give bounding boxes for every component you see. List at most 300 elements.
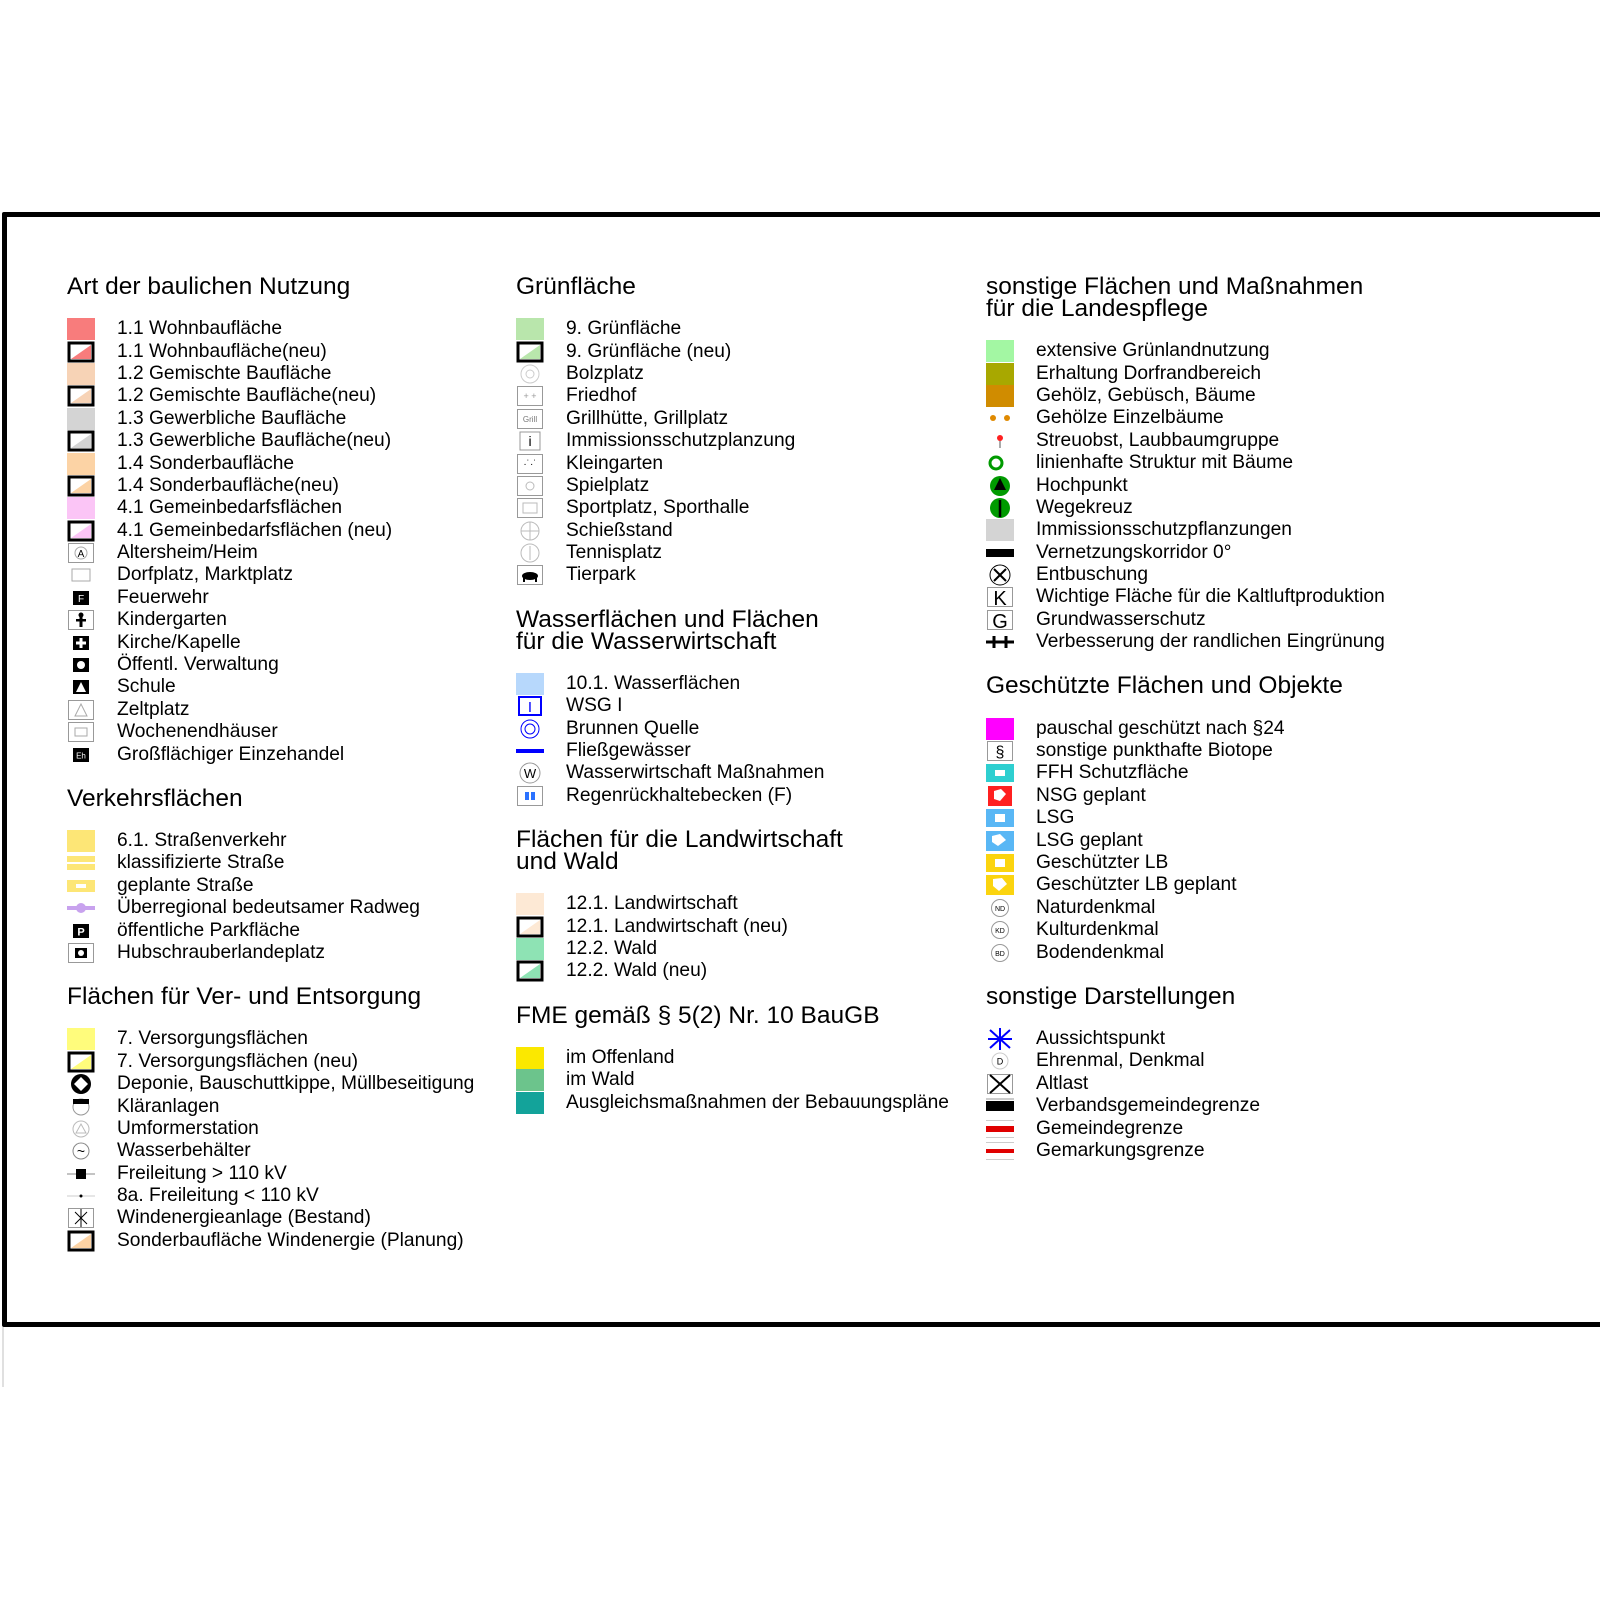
legend-item-label: Aussichtspunkt	[1036, 1027, 1166, 1049]
legend-item	[67, 919, 507, 941]
legend-item-label: 9. Grünfläche (neu)	[566, 340, 732, 362]
legend-item	[986, 1028, 1586, 1050]
legend-section-verkehrsflächen	[67, 784, 507, 964]
wasserwirtschaft-icon	[516, 762, 544, 784]
legend-item	[516, 740, 976, 762]
new-gemeinbedarf-icon	[67, 520, 95, 542]
kindergarten-icon	[67, 609, 95, 631]
legend-item-label: 12.2. Wald (neu)	[566, 960, 708, 982]
spielplatz-icon	[516, 475, 544, 497]
legend-item-label: 8a. Freileitung < 110 kV	[117, 1185, 319, 1207]
legend-item	[986, 941, 1586, 963]
legend-item	[986, 430, 1586, 452]
denkmal-icon	[986, 942, 1014, 964]
legend-item-label: Ehrenmal, Denkmal	[1036, 1050, 1205, 1072]
legend-item-label: Grillhütte, Grillplatz	[566, 407, 729, 429]
legend-item	[67, 385, 507, 407]
tennis-icon	[516, 542, 544, 564]
kleingarten-icon	[516, 453, 544, 475]
legend-item	[986, 474, 1586, 496]
legend-item-label: Brunnen Quelle	[566, 717, 700, 739]
legend-item	[67, 520, 507, 542]
legend-item-label: Wegekreuz	[1036, 496, 1133, 518]
legend-item	[67, 897, 507, 919]
legend-item	[516, 497, 976, 519]
legend-item	[516, 340, 976, 362]
legend-item	[67, 430, 507, 452]
legend-item-label: Gehölze Einzelbäume	[1036, 407, 1224, 429]
legend-item	[516, 960, 976, 982]
deponie-icon	[67, 1073, 95, 1095]
section-title: Wasserflächen und Flächen für die Wasserwirtschaft	[516, 605, 819, 655]
fill-magenta-icon	[986, 718, 1014, 740]
new-landwirtschaft-icon	[516, 916, 544, 938]
fill-gruen-icon	[516, 318, 544, 340]
legend-item-label: 1.1 Wohnbaufläche(neu)	[117, 340, 327, 362]
svg-text:F: F	[77, 593, 85, 605]
new-gewerbe-icon	[67, 430, 95, 452]
legend-item	[986, 1073, 1586, 1095]
legend-item-label: 7. Versorgungsflächen (neu)	[117, 1050, 359, 1072]
legend-item-label: Hochpunkt	[1036, 474, 1128, 496]
legend-item-label: Sportplatz, Sporthalle	[566, 497, 750, 519]
legend-item	[67, 1185, 507, 1207]
legend-item	[986, 586, 1586, 608]
fill-gewerbe-icon	[67, 408, 95, 430]
fill-wald-icon	[516, 938, 544, 960]
legend-item-label: Gemeindegrenze	[1036, 1117, 1184, 1139]
legend-item-label: 1.4 Sonderbaufläche(neu)	[117, 474, 339, 496]
legend-item	[516, 1091, 976, 1113]
legend-section-flächen-für-ver-und-entsorgung	[67, 983, 507, 1252]
legend-item	[516, 385, 976, 407]
altlast-icon	[986, 1073, 1014, 1095]
legend-item	[67, 654, 507, 676]
legend-item-label: Friedhof	[566, 385, 637, 407]
legend-item	[986, 497, 1586, 519]
kaltluft-icon	[986, 586, 1014, 608]
feuerwehr-icon	[67, 587, 95, 609]
legend-item-label: Kläranlagen	[117, 1095, 220, 1117]
legend-item-label: Schule	[117, 676, 176, 698]
legend-item	[986, 609, 1586, 631]
legend-item-label: Schießstand	[566, 519, 673, 541]
wegekreuz-icon	[986, 497, 1014, 519]
legend-item-label: Kirche/Kapelle	[117, 631, 241, 653]
fill-wohn-icon	[67, 318, 95, 340]
legend-item	[986, 740, 1586, 762]
legend-item	[67, 1163, 507, 1185]
legend-item	[67, 475, 507, 497]
legend-item-label: Immissionsschutzplanzung	[566, 430, 796, 452]
legend-item	[516, 915, 976, 937]
nsg-icon	[986, 785, 1014, 807]
svg-text:I: I	[527, 699, 533, 717]
section-title: sonstige Darstellungen	[986, 982, 1236, 1010]
legend-item	[67, 631, 507, 653]
new-gemischt-icon	[67, 385, 95, 407]
legend-item	[67, 497, 507, 519]
legend-item	[67, 318, 507, 340]
legend-item-label: 12.1. Landwirtschaft (neu)	[566, 915, 788, 937]
legend-item	[67, 564, 507, 586]
klass-strasse-icon	[67, 852, 95, 874]
svg-text:ND: ND	[994, 905, 1006, 913]
legend-item	[516, 673, 976, 695]
legend-item-label: LSG	[1036, 807, 1075, 829]
legend-item-label: 10.1. Wasserflächen	[566, 672, 741, 694]
brunnen-icon	[516, 718, 544, 740]
legend-item	[67, 1051, 507, 1073]
svg-text:G: G	[992, 610, 1008, 631]
denkmal-icon	[986, 919, 1014, 941]
svg-text:~: ~	[76, 1143, 86, 1160]
section-title: FME gemäß § 5(2) Nr. 10 BauGB	[516, 1001, 880, 1029]
verwaltung-icon	[67, 654, 95, 676]
ffh-icon	[986, 762, 1014, 784]
legend-item-label: 6.1. Straßenverkehr	[117, 830, 287, 851]
legend-item-label: Verbandsgemeindegrenze	[1036, 1095, 1261, 1117]
legend-item	[986, 631, 1586, 653]
new-wohn-icon	[67, 341, 95, 363]
legend-item-label: Vernetzungskorridor 0°	[1036, 541, 1232, 563]
legend-item-label: Erhaltung Dorfrandbereich	[1036, 362, 1262, 384]
freileitung-klein-icon	[67, 1185, 95, 1207]
legend-item-label: 1.1 Wohnbaufläche	[117, 318, 282, 340]
schule-icon	[67, 676, 95, 698]
parkflaeche-icon	[67, 920, 95, 942]
lb-geplant-icon	[986, 874, 1014, 896]
fill-landwirtschaft-icon	[516, 893, 544, 915]
friedhof-icon	[516, 385, 544, 407]
legend-item-label: öffentliche Parkfläche	[117, 919, 301, 941]
legend-item-label: Geschützter LB	[1036, 852, 1169, 873]
section-title: Geschützte Flächen und Objekte	[986, 672, 1343, 700]
legend-item-label: Großflächiger Einzehandel	[117, 743, 345, 765]
fill-extensiv-icon	[986, 340, 1014, 362]
legend-item	[516, 717, 976, 739]
einzelhandel-icon	[67, 744, 95, 766]
legend-item	[67, 1118, 507, 1140]
geplante-strasse-icon	[67, 875, 95, 897]
legend-item	[516, 785, 976, 807]
fill-versorgung-icon	[67, 1028, 95, 1050]
svg-text:i: i	[528, 433, 532, 450]
fill-gewerbe-icon	[986, 519, 1014, 541]
legend-item	[986, 1117, 1586, 1139]
legend-item-label: FFH Schutzfläche	[1036, 762, 1189, 784]
legend-item-label: 12.1. Landwirtschaft	[566, 893, 738, 915]
wochenendhaus-icon	[67, 721, 95, 743]
section-title: Flächen für die Landwirtschaft und Wald	[516, 826, 843, 876]
svg-text:W: W	[523, 766, 537, 782]
fill-strasse-icon	[67, 830, 95, 852]
legend-item	[986, 852, 1586, 874]
legend-item	[986, 407, 1586, 429]
legend-item-label: Gehölz, Gebüsch, Bäume	[1036, 384, 1256, 406]
legend-item-label: Fließgewässer	[566, 740, 691, 762]
legend-item	[516, 893, 976, 915]
section-title: Flächen für Ver- und Entsorgung	[67, 983, 422, 1011]
svg-text:·˙·˙: ·˙·˙	[523, 458, 537, 470]
legend-item-label: Bodendenkmal	[1036, 941, 1165, 963]
grundwasser-icon	[986, 609, 1014, 631]
sportplatz-icon	[516, 497, 544, 519]
svg-text:Grill: Grill	[522, 414, 538, 424]
legend-item-label: 4.1 Gemeinbedarfsflächen	[117, 497, 343, 519]
legend-item-label: Kleingarten	[566, 452, 664, 474]
legend-item-label: im Wald	[566, 1069, 635, 1091]
legend-item	[67, 942, 507, 964]
legend-column-3	[986, 273, 1586, 1184]
legend-item	[986, 340, 1586, 362]
legend-item-label: Kulturdenkmal	[1036, 919, 1159, 941]
fill-sonder-icon	[67, 453, 95, 475]
new-versorgung-icon	[67, 1051, 95, 1073]
legend-section-grünfläche	[516, 273, 976, 587]
legend-item-label: Gemarkungsgrenze	[1036, 1139, 1205, 1161]
legend-item-label: Entbuschung	[1036, 564, 1149, 586]
legend-item-label: Geschützter LB geplant	[1036, 874, 1237, 896]
legend-item-label: Tennisplatz	[566, 542, 662, 564]
legend-item	[516, 1047, 976, 1069]
legend-item-label: 1.2 Gemischte Baufläche	[117, 362, 332, 384]
legend-item-label: Regenrückhaltebecken (F)	[566, 784, 793, 806]
legend-item-label: Kindergarten	[117, 609, 227, 631]
dorfplatz-icon	[67, 564, 95, 586]
legend-item-label: Windenergieanlage (Bestand)	[117, 1207, 371, 1229]
legend-item	[986, 807, 1586, 829]
legend-item	[67, 452, 507, 474]
hubschrauber-icon	[67, 942, 95, 964]
legend-item-label: Zeltplatz	[117, 698, 190, 720]
legend-item-label: Altersheim/Heim	[117, 542, 258, 564]
legend-item-label: 7. Versorgungsflächen	[117, 1028, 308, 1050]
legend-item-label: 1.2 Gemischte Baufläche(neu)	[117, 385, 377, 407]
streuobst-icon	[986, 430, 1014, 452]
legend-item-label: 12.2. Wald	[566, 938, 658, 959]
legend-item-label: Ausgleichsmaßnahmen der Bebauungspläne	[566, 1091, 949, 1113]
legend-section-geschützte-flächen-und-objekte	[986, 672, 1586, 963]
legend-item-label: Bolzplatz	[566, 362, 644, 384]
legend-item	[67, 340, 507, 362]
legend-item	[516, 542, 976, 564]
einzelbaeume-icon	[986, 407, 1014, 429]
legend-item-label: WSG I	[566, 695, 623, 717]
legend-item-label: Überregional bedeutsamer Radweg	[117, 897, 420, 919]
legend-section-art-der-baulichen-nutzung	[67, 273, 507, 766]
legend-section-fme-gemäß-5-2-nr-10-baugb	[516, 1001, 976, 1114]
section-title: sonstige Flächen und Maßnahmen für die Landespflege	[986, 273, 1364, 322]
legend-item	[516, 430, 976, 452]
legend-item-label: pauschal geschützt nach §24	[1036, 717, 1285, 739]
schiessstand-icon	[516, 520, 544, 542]
radweg-icon	[67, 897, 95, 919]
legend-item	[516, 695, 976, 717]
svg-text:KD: KD	[995, 928, 1005, 936]
legend-item	[67, 1028, 507, 1050]
legend-item	[986, 919, 1586, 941]
svg-text:BD: BD	[995, 950, 1005, 958]
legend-item	[67, 1095, 507, 1117]
fill-fme_offenland-icon	[516, 1047, 544, 1069]
vg-grenze-icon	[986, 1095, 1014, 1117]
legend-item-label: Wichtige Fläche für die Kaltluftproduktion	[1036, 586, 1385, 608]
legend-item-label: geplante Straße	[117, 874, 254, 896]
legend-item-label: Sonderbaufläche Windenergie (Planung)	[117, 1229, 464, 1251]
legend-item-label: Freileitung > 110 kV	[117, 1162, 287, 1184]
svg-text:§: §	[995, 744, 1005, 762]
legend-item	[67, 363, 507, 385]
legend-item	[67, 852, 507, 874]
legend-item	[516, 318, 976, 340]
fill-fme_ausgleich-icon	[516, 1092, 544, 1114]
immission-icon	[516, 430, 544, 452]
fliessgewaesser-icon	[516, 740, 544, 762]
legend-item-label: Wasserwirtschaft Maßnahmen	[566, 762, 825, 784]
linienhaft-icon	[986, 452, 1014, 474]
kirche-icon	[67, 632, 95, 654]
legend-item	[516, 408, 976, 430]
legend-item	[986, 1050, 1586, 1072]
legend-item	[516, 564, 976, 586]
section-title: Grünfläche	[516, 273, 636, 300]
legend-section-sonstige-darstellungen	[986, 982, 1586, 1162]
legend-item-label: Öffentl. Verwaltung	[117, 654, 279, 676]
gemarkungsgrenze-icon	[986, 1140, 1014, 1162]
denkmal-icon	[986, 897, 1014, 919]
legend-item-label: 1.3 Gewerbliche Baufläche	[117, 407, 347, 429]
legend-item-label: klassifizierte Straße	[117, 852, 285, 874]
legend-item	[986, 1095, 1586, 1117]
legend-item	[986, 385, 1586, 407]
fill-fme_wald-icon	[516, 1069, 544, 1091]
legend-item	[67, 830, 507, 852]
hochpunkt-icon	[986, 475, 1014, 497]
lsg-geplant-icon	[986, 830, 1014, 852]
legend-item	[986, 897, 1586, 919]
legend-item	[516, 452, 976, 474]
legend-item	[516, 762, 976, 784]
legend-item	[986, 362, 1586, 384]
regenrueckhalt-icon	[516, 785, 544, 807]
legend-item	[67, 1207, 507, 1229]
legend-item	[986, 1140, 1586, 1162]
legend-item-label: Tierpark	[566, 564, 636, 586]
legend-item-label: Dorfplatz, Marktplatz	[117, 564, 293, 586]
section-title: Verkehrsflächen	[67, 784, 243, 812]
legend-item	[67, 699, 507, 721]
frame-tail-line	[2, 1327, 4, 1387]
legend-item	[986, 717, 1586, 739]
legend-item-label: 1.4 Sonderbaufläche	[117, 452, 295, 474]
legend-item	[67, 587, 507, 609]
legend-item-label: Wasserbehälter	[117, 1140, 251, 1162]
legend-section-flächen-für-die-landwirtschaft-und-wald	[516, 826, 976, 983]
ehrenmal-icon	[986, 1050, 1014, 1072]
new-gruen-icon	[516, 341, 544, 363]
entbuschung-icon	[986, 564, 1014, 586]
fill-gemeinbedarf-icon	[67, 497, 95, 519]
legend-item	[516, 363, 976, 385]
legend-item	[67, 1230, 507, 1252]
biotope-icon	[986, 740, 1014, 762]
legend-item-label: 1.3 Gewerbliche Baufläche(neu)	[117, 430, 392, 452]
legend-item	[516, 475, 976, 497]
legend-item	[986, 542, 1586, 564]
legend-section-wasserflächen-und-flächen-für-die-wasserwirtschaft	[516, 605, 976, 807]
svg-text:+ +: + +	[523, 391, 537, 402]
legend-item-label: Umformerstation	[117, 1117, 259, 1139]
fill-dorfrand-icon	[986, 363, 1014, 385]
legend-item	[67, 875, 507, 897]
legend-item	[67, 1140, 507, 1162]
legend-item	[516, 1069, 976, 1091]
aussicht-icon	[986, 1028, 1014, 1050]
legend-item	[986, 829, 1586, 851]
legend-item-label: 9. Grünfläche	[566, 318, 682, 340]
svg-text:Eh: Eh	[76, 751, 86, 761]
new-sonder-icon	[67, 1230, 95, 1252]
vernetzung-icon	[986, 542, 1014, 564]
grill-icon	[516, 408, 544, 430]
legend-item-label: 4.1 Gemeinbedarfsflächen (neu)	[117, 519, 393, 541]
bolzplatz-icon	[516, 363, 544, 385]
tierpark-icon	[516, 564, 544, 586]
legend-item-label: Streuobst, Laubbaumgruppe	[1036, 429, 1280, 451]
legend-column-1	[67, 273, 507, 1274]
legend-item	[986, 519, 1586, 541]
legend-item	[67, 408, 507, 430]
fill-wasser-icon	[516, 673, 544, 695]
legend-item	[67, 676, 507, 698]
legend-item-label: Hubschrauberlandeplatz	[117, 941, 325, 963]
legend-item-label: extensive Grünlandnutzung	[1036, 340, 1270, 362]
legend-item	[67, 542, 507, 564]
legend-item-label: NSG geplant	[1036, 784, 1146, 806]
legend-item	[986, 452, 1586, 474]
legend-item	[67, 743, 507, 765]
legend-item-label: im Offenland	[566, 1046, 675, 1068]
zeltplatz-icon	[67, 699, 95, 721]
legend-item-label: Wochenendhäuser	[117, 721, 278, 743]
fill-gehoelz-icon	[986, 385, 1014, 407]
svg-text:D: D	[996, 1056, 1004, 1067]
eingruenung-icon	[986, 631, 1014, 653]
gemeindegrenze-icon	[986, 1118, 1014, 1140]
svg-text:P: P	[77, 926, 85, 939]
legend-section-sonstige-flächen-und-maßnahmen-für-die-landespflege	[986, 273, 1586, 653]
svg-text:K: K	[993, 588, 1007, 609]
svg-text:A: A	[77, 549, 85, 561]
legend-item-label: Deponie, Bauschuttkippe, Müllbeseitigung	[117, 1073, 475, 1095]
legend-item	[986, 564, 1586, 586]
legend-item-label: LSG geplant	[1036, 829, 1143, 851]
legend-item-label: Altlast	[1036, 1072, 1089, 1094]
legend-item-label: Naturdenkmal	[1036, 896, 1156, 918]
freileitung-gross-icon	[67, 1163, 95, 1185]
fill-gemischt-icon	[67, 363, 95, 385]
legend-item	[986, 762, 1586, 784]
legend-item-label: Verbesserung der randlichen Eingrünung	[1036, 631, 1385, 653]
umformer-icon	[67, 1118, 95, 1140]
legend-item-label: sonstige punkthafte Biotope	[1036, 740, 1273, 762]
legend-item	[67, 609, 507, 631]
legend-item	[516, 520, 976, 542]
legend-item	[516, 938, 976, 960]
legend-item	[67, 1073, 507, 1095]
section-title: Art der baulichen Nutzung	[67, 273, 351, 300]
